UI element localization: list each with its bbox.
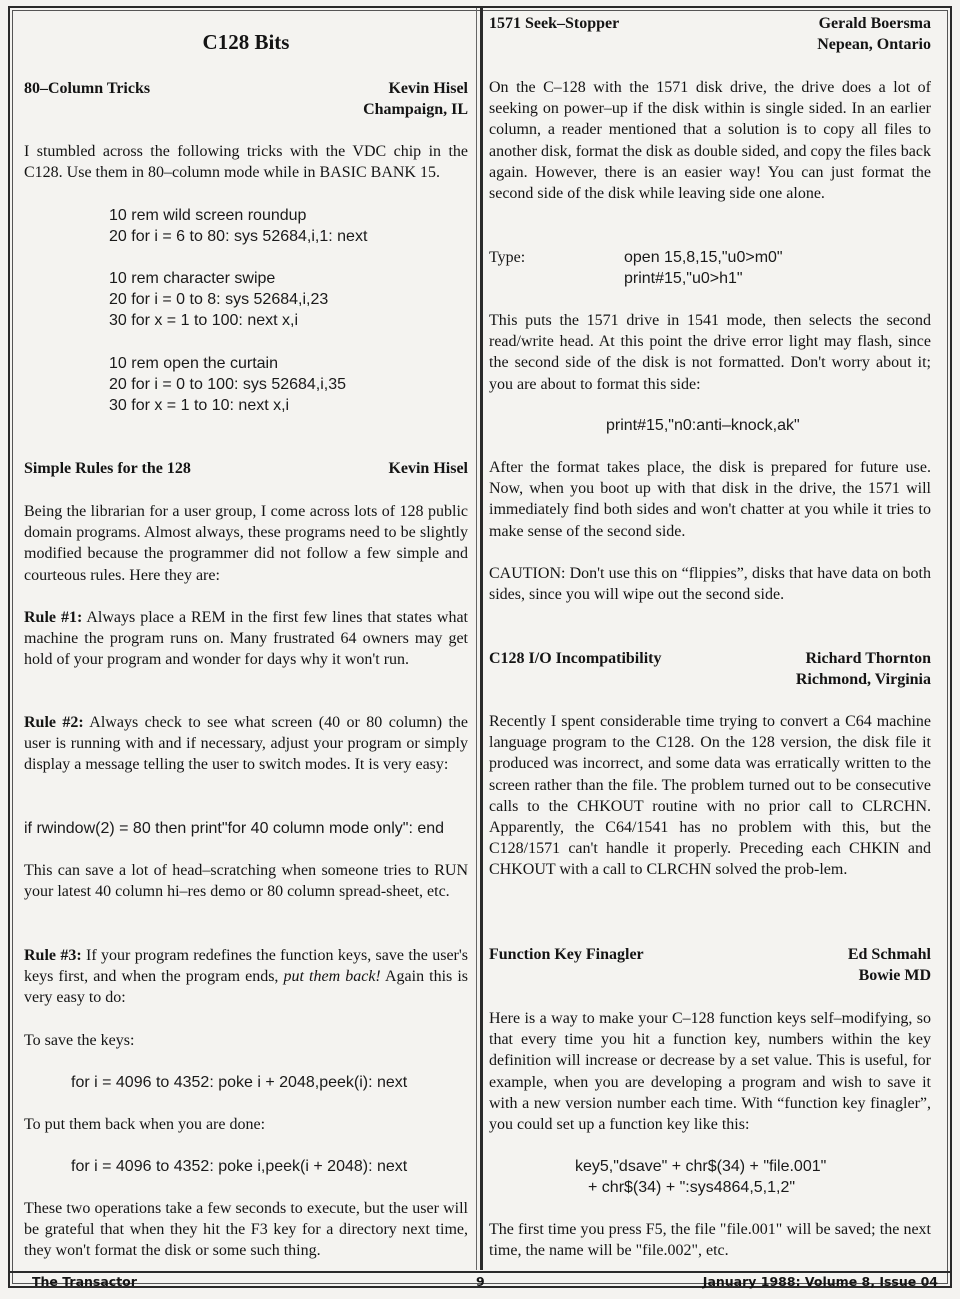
rule-2-paragraph	[24, 712, 468, 776]
article-author	[848, 944, 931, 986]
code-line: 30 for x = 1 to 10: next x,i	[109, 397, 290, 415]
code-line: if rwindow(2) = 80 then print"for 40 column mode only": end	[24, 820, 445, 837]
code-line: 20 for i = 6 to 80: sys 52684,i,1: next	[109, 228, 368, 246]
author-location: Champaign, IL	[363, 101, 468, 118]
rule-text: Always check to see what screen (40 or 80 column) the user is running with and if necessary, adjust your program or simply display a message telling the user to switch modes. It is very easy:	[24, 714, 468, 774]
article-paragraph: After the format takes place, the disk is prepared for future use. Now, when you boot up with that disk in the drive, the 1571 will immediately find both sides and won't chatter at you while it tries to make sense of the second side.	[489, 459, 931, 540]
article-author	[796, 648, 931, 690]
code-line: print#15,"u0>h1"	[624, 270, 743, 288]
code-line: open 15,8,15,"u0>m0"	[624, 249, 783, 266]
column-divider	[480, 8, 483, 1270]
rule-emphasis: put them back!	[283, 968, 381, 986]
article-author: Kevin Hisel	[388, 460, 468, 477]
code-line: for i = 4096 to 4352: poke i + 2048,peek(i): next	[71, 1074, 408, 1091]
article-author	[817, 13, 931, 55]
rule-label: Rule #1:	[24, 609, 83, 626]
rule-label: Rule #2:	[24, 714, 84, 731]
article-paragraph: This can save a lot of head–scratching when someone tries to RUN your latest 40 column hi–res demo or 80 column spread-sheet, etc.	[24, 862, 468, 901]
code-line: 30 for x = 1 to 100: next x,i	[109, 312, 298, 330]
author-name: Richard Thornton	[805, 650, 931, 667]
article-author	[363, 78, 468, 120]
page-title: C128 Bits	[202, 30, 290, 54]
code-block	[109, 353, 346, 417]
author-name: Kevin Hisel	[388, 80, 468, 97]
article-title: 1571 Seek–Stopper	[489, 15, 620, 32]
caution-paragraph: CAUTION: Don't use this on “flippies”, disks that have data on both sides, since you will wipe out the second side.	[489, 565, 931, 604]
article-title: Simple Rules for the 128	[24, 460, 191, 477]
code-line: for i = 4096 to 4352: poke i,peek(i + 2048): next	[71, 1158, 408, 1175]
code-line: 20 for i = 0 to 8: sys 52684,i,23	[109, 291, 329, 309]
rule-text: Always place a REM in the first few lines that states what machine the program runs on. Many frustrated 64 owners may get hold of your program and wonder for days why it won't run.	[24, 609, 468, 669]
code-line: 10 rem open the curtain	[109, 355, 278, 372]
save-keys-label: To save the keys:	[24, 1032, 135, 1049]
code-line: key5,"dsave" + chr$(34) + "file.001"	[575, 1158, 827, 1175]
rule-text: If your program redefines the function keys, save the user's keys first, and when the program ends,	[24, 947, 468, 986]
code-block	[109, 268, 328, 332]
author-location: Richmond, Virginia	[795, 671, 931, 688]
publication-name: The Transactor	[32, 1274, 137, 1289]
article-title: 80–Column Tricks	[24, 80, 151, 97]
article-paragraph: On the C–128 with the 1571 disk drive, the drive does a lot of seeking on power–up if the disk within is single sided. In an earlier column, a reader mentioned that a solution is to copy all files to another disk, format the disk as double sided, and copy the files back again. However, there is an easier way! You can just format the second side of the disk while leaving side one alone.	[489, 79, 931, 203]
code-line: print#15,"n0:anti–knock,ak"	[606, 417, 800, 434]
code-line: + chr$(34) + ":sys4864,5,1,2"	[588, 1179, 796, 1196]
article-paragraph: The first time you press F5, the file "file.001" will be saved; the next time, the name will be "file.002", etc.	[489, 1221, 931, 1260]
code-block	[109, 205, 367, 247]
rule-text: Again this is very easy to do:	[24, 968, 469, 1007]
article-paragraph: Recently I spent considerable time trying to convert a C64 machine language program to the C128. On the 128 version, the disk file it produced was incorrect, and some data was erratically written to the screen rather than the file. The problem turned out to be consecutive calls to the CHKOUT routine with no prior call to CLRCHN. Apparently, the C64/1541 has no problem with this, but the C128/1571 can't handle it properly. Preceding each CHKIN and CHKOUT with a call to CLRCHN solved the prob-lem.	[489, 713, 931, 879]
article-paragraph: These two operations take a few seconds to execute, but the user will be grateful that when they hit the F3 key for a directory next time, they won't format the disk or some such thing.	[24, 1200, 468, 1260]
author-location: Nepean, Ontario	[817, 36, 931, 53]
rule-1-paragraph	[24, 607, 468, 671]
restore-keys-label: To put them back when you are done:	[24, 1116, 266, 1133]
article-paragraph: This puts the 1571 drive in 1541 mode, then selects the second read/write head. At this point the drive error light may flash, since the second side of the disk is not formatted. Don't worry about it; you are about to format this side:	[489, 312, 931, 393]
article-paragraph: I stumbled across the following tricks with the VDC chip in the C128. Use them in 80–column mode while in BASIC BANK 15.	[24, 143, 468, 182]
page-footer	[10, 1271, 950, 1290]
author-location: Bowie MD	[858, 967, 931, 984]
code-line: 10 rem character swipe	[109, 270, 276, 287]
code-line: 10 rem wild screen roundup	[109, 207, 307, 224]
article-title: C128 I/O Incompatibility	[489, 650, 662, 667]
author-name: Ed Schmahl	[847, 946, 931, 963]
code-block	[624, 247, 783, 289]
code-line: 20 for i = 0 to 100: sys 52684,i,35	[109, 376, 347, 394]
article-title: Function Key Finagler	[489, 946, 644, 963]
rule-3-paragraph	[24, 945, 468, 1009]
article-paragraph: Here is a way to make your C–128 function keys self–modifying, so that every time you hit a function key, numbers within the key definition will increase or decrease by a set value. This is useful, for example, when you are developing a program and wish to save it with a new version number each time. With “function key finagler”, you could set up a function key like this:	[489, 1010, 931, 1134]
rule-label: Rule #3:	[24, 947, 82, 964]
author-name: Gerald Boersma	[818, 15, 931, 32]
issue-info: January 1988: Volume 8, Issue 04	[702, 1274, 938, 1289]
page-number: 9	[476, 1274, 485, 1289]
type-label: Type:	[489, 249, 526, 266]
article-paragraph: Being the librarian for a user group, I come across lots of 128 public domain programs. Almost always, these programs need to be slightly modified because the programmer did not follow a few simple and courteous rules. Here they are:	[24, 503, 468, 584]
